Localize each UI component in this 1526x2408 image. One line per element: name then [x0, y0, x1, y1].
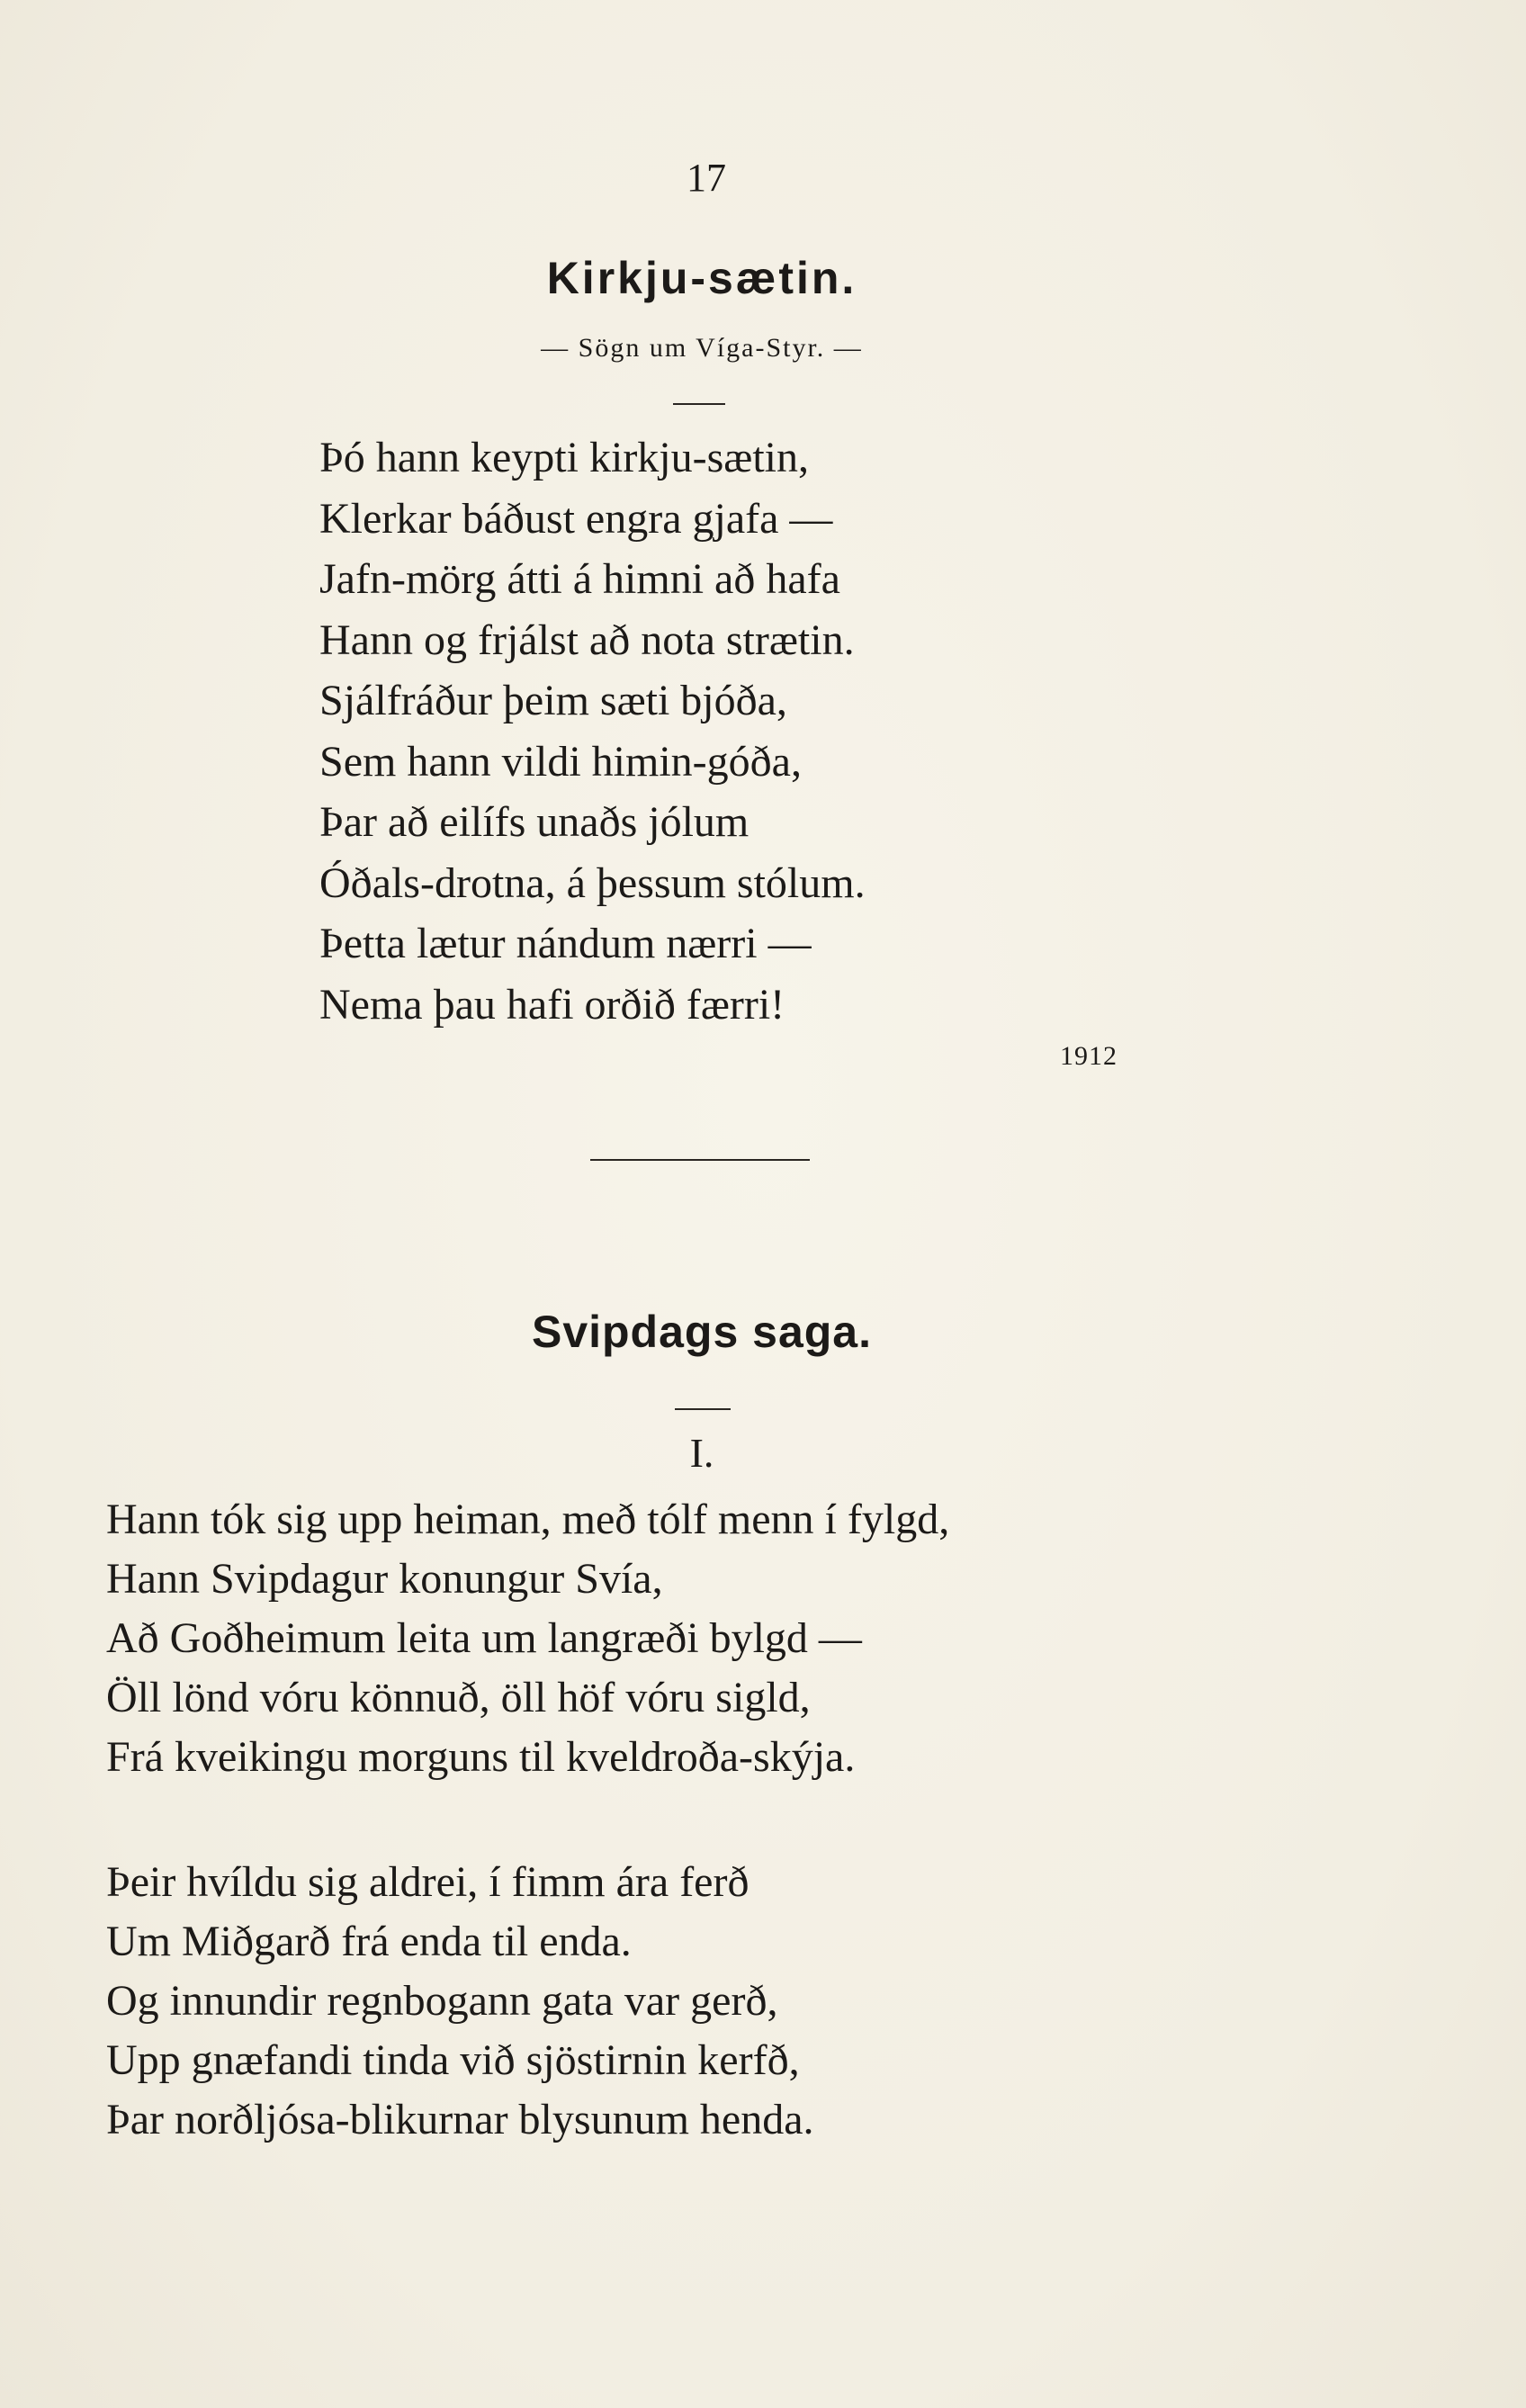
- poem-line: Sem hann vildi himin-góða,: [319, 737, 802, 786]
- poem-line: Óðals-drotna, á þessum stólum.: [319, 858, 866, 907]
- title-divider: [673, 403, 725, 405]
- poem-title-svipdags-saga: Svipdags saga.: [531, 1307, 873, 1357]
- poem-line: Hann og frjálst að nota strætin.: [319, 615, 855, 664]
- poem-line: Um Miðgarð frá enda til enda.: [106, 1918, 632, 1965]
- poem-line: Hann tók sig upp heiman, með tólf menn í fylgd,: [106, 1496, 950, 1543]
- poem-line: Upp gnæfandi tinda við sjöstirnin kerfð,: [106, 2036, 800, 2084]
- poem-subtitle: — Sögn um Víga-Styr. —: [541, 333, 863, 363]
- poem-line: Og innundir regnbogann gata var gerð,: [106, 1977, 778, 2025]
- poem-line: Að Goðheimum leita um langræði bylgd —: [106, 1614, 862, 1662]
- poem-line: Hann Svipdagur konungur Svía,: [106, 1555, 663, 1603]
- poem-line: Sjálfráður þeim sæti bjóða,: [319, 677, 787, 724]
- poem-line: Jafn-mörg átti á himni að hafa: [319, 555, 840, 603]
- poem-line: Klerkar báðust engra gjafa —: [319, 494, 833, 543]
- poem-line: Þetta lætur nándum nærri —: [319, 920, 812, 967]
- title-divider: [675, 1408, 731, 1410]
- poem-title-kirkju-saetin: Kirkju-sætin.: [546, 253, 857, 303]
- poem-line: Þeir hvíldu sig aldrei, í fimm ára ferð: [106, 1858, 750, 1906]
- poem-line: Nema þau hafi orðið færri!: [319, 980, 785, 1029]
- section-divider: [590, 1159, 810, 1161]
- poem-line: Öll lönd vóru könnuð, öll höf vóru sigld,: [106, 1674, 811, 1721]
- stanza-2: [106, 1853, 814, 2150]
- stanza-1: [106, 1490, 949, 1787]
- poem-line: Þar norðljósa-blikurnar blysunum henda.: [106, 2096, 814, 2143]
- poem-year: 1912: [1060, 1041, 1118, 1071]
- poem-line: Þó hann keypti kirkju-sætin,: [319, 434, 809, 481]
- poem-body-kirkju-saetin: [319, 427, 866, 1035]
- section-number: I.: [689, 1430, 714, 1476]
- page-number: 17: [687, 156, 726, 200]
- poem-line: Þar að eilífs unaðs jólum: [319, 798, 750, 846]
- poem-line: Frá kveikingu morguns til kveldroða-skýja.: [106, 1733, 856, 1781]
